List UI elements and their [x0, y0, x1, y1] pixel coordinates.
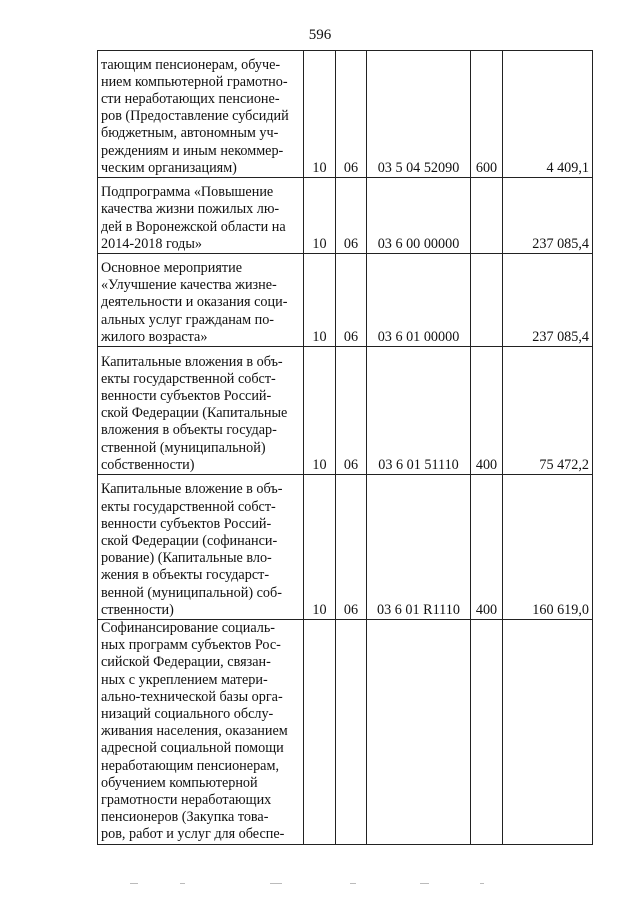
target-article-code: 03 5 04 52090 — [367, 51, 471, 178]
target-article-code: 03 6 01 R1110 — [367, 475, 471, 620]
table-row — [98, 178, 593, 254]
description-line: бюджетным, автономным уч- — [101, 125, 279, 142]
description-line: ально-технической базы орга- — [101, 688, 283, 705]
description-line: ческим организациям) — [101, 159, 237, 176]
row-description — [98, 347, 304, 475]
section-code: 10 — [304, 51, 336, 178]
description-line: грамотности неработающих — [101, 792, 272, 809]
description-line: адресной социальной помощи — [101, 740, 284, 757]
description-line: Основное мероприятие — [101, 259, 242, 276]
description-line: ственной (муниципальной) — [101, 439, 266, 456]
description-line: ных с укреплением матери- — [101, 671, 268, 688]
subsection-code: 06 — [336, 254, 367, 347]
section-code: 10 — [304, 254, 336, 347]
expense-type-code — [471, 178, 503, 254]
description-line: жения в объекты государст- — [101, 567, 270, 584]
expense-type-code — [471, 254, 503, 347]
subsection-code: 06 — [336, 178, 367, 254]
expense-type-code: 400 — [471, 347, 503, 475]
description-line: венности субъектов Россий- — [101, 387, 272, 404]
expense-type-code: 400 — [471, 475, 503, 620]
expense-type-code: 600 — [471, 51, 503, 178]
description-line: Капитальные вложение в объ- — [101, 481, 283, 498]
target-article-code: 03 6 01 51110 — [367, 347, 471, 475]
description-line: дей в Воронежской области на — [101, 218, 286, 235]
description-line: ственности) — [101, 601, 174, 618]
description-line: Подпрограмма «Повышение — [101, 184, 274, 201]
description-line: нием компьютерной грамотно- — [101, 73, 288, 90]
description-line: ров (Предоставление субсидий — [101, 108, 289, 125]
section-code: 10 — [304, 178, 336, 254]
description-line: жилого возраста» — [101, 328, 208, 345]
row-description — [98, 178, 304, 254]
table-row — [98, 620, 593, 845]
scan-artifacts — [120, 883, 520, 887]
expense-type-code — [471, 620, 503, 845]
section-code — [304, 620, 336, 845]
subsection-code — [336, 620, 367, 845]
row-description — [98, 620, 304, 845]
description-line: рование) (Капитальные вло- — [101, 550, 272, 567]
description-line: Софинансирование социаль- — [101, 620, 276, 636]
description-line: венности субъектов Россий- — [101, 515, 272, 532]
description-line: обучением компьютерной — [101, 774, 258, 791]
page-number: 596 — [308, 27, 332, 43]
description-line: ных программ субъектов Рос- — [101, 637, 281, 654]
description-line: альных услуг гражданам по- — [101, 311, 275, 328]
description-line: низаций социального обслу- — [101, 706, 274, 723]
subsection-code: 06 — [336, 475, 367, 620]
table-row — [98, 475, 593, 620]
description-line: качества жизни пожилых лю- — [101, 201, 280, 218]
subsection-code: 06 — [336, 51, 367, 178]
description-line: ской Федерации (софинанси- — [101, 532, 278, 549]
row-description — [98, 51, 304, 178]
description-line: венной (муниципальной) соб- — [101, 584, 282, 601]
description-line: пенсионеров (Закупка това- — [101, 809, 269, 826]
description-line: екты государственной собст- — [101, 370, 276, 387]
row-description — [98, 254, 304, 347]
description-line: деятельности и оказания соци- — [101, 294, 288, 311]
section-code: 10 — [304, 347, 336, 475]
budget-table — [97, 50, 593, 845]
description-line: «Улучшение качества жизне- — [101, 277, 277, 294]
target-article-code: 03 6 01 00000 — [367, 254, 471, 347]
description-line: вложения в объекты государ- — [101, 422, 277, 439]
amount: 237 085,4 — [503, 178, 593, 254]
amount: 4 409,1 — [503, 51, 593, 178]
amount — [503, 620, 593, 845]
amount: 160 619,0 — [503, 475, 593, 620]
table-row — [98, 254, 593, 347]
description-line: Капитальные вложения в объ- — [101, 353, 283, 370]
row-description — [98, 475, 304, 620]
description-line: неработающим пенсионерам, — [101, 757, 279, 774]
description-line: тающим пенсионерам, обуче- — [101, 56, 281, 73]
description-line: живания населения, оказанием — [101, 723, 288, 740]
target-article-code: 03 6 00 00000 — [367, 178, 471, 254]
subsection-code: 06 — [336, 347, 367, 475]
table-body — [98, 51, 593, 845]
description-line: ской Федерации (Капитальные — [101, 405, 288, 422]
description-line: ров, работ и услуг для обеспе- — [101, 826, 285, 843]
target-article-code — [367, 620, 471, 845]
description-line: собственности) — [101, 456, 195, 473]
description-line: екты государственной собст- — [101, 498, 276, 515]
amount: 75 472,2 — [503, 347, 593, 475]
description-line: сти неработающих пенсионе- — [101, 90, 280, 107]
description-line: сийской Федерации, связан- — [101, 654, 271, 671]
description-line: реждениям и иным некоммер- — [101, 142, 284, 159]
table-row — [98, 347, 593, 475]
description-line: 2014-2018 годы» — [101, 235, 203, 252]
table-row — [98, 51, 593, 178]
section-code: 10 — [304, 475, 336, 620]
amount: 237 085,4 — [503, 254, 593, 347]
